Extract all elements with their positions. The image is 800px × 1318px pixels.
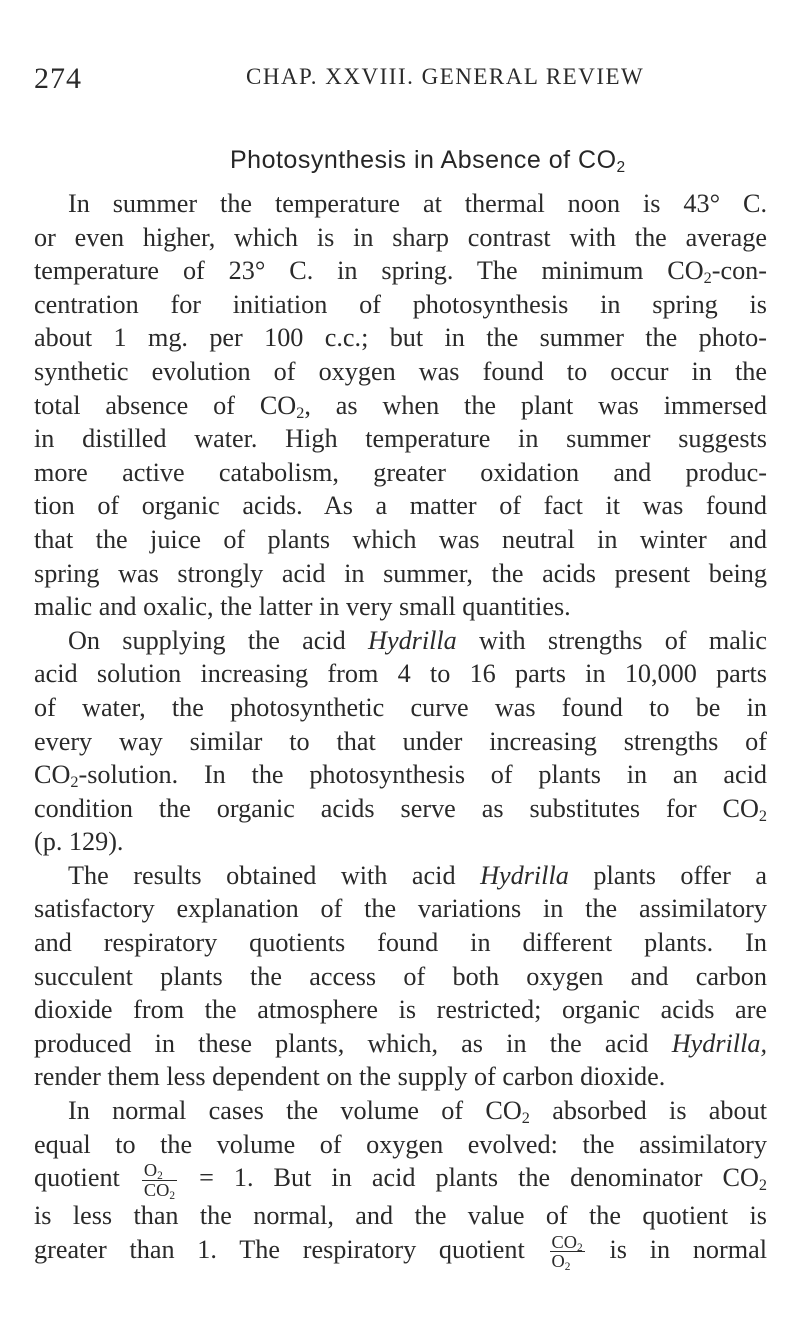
page-number: 274 [34,62,82,95]
text-line: that the juice of plants which was neutral in winter and [34,524,767,554]
text-line: centration for initiation of photosynthesis in spring is [34,289,767,319]
text-line: In normal cases the volume of $CO_2$ absorbed is about [68,1096,767,1128]
text-line: produced in these plants, which, as in the acid Hydrilla, [34,1028,767,1058]
fraction: $\frac{CO_2}{O_2}$ [551,1231,583,1273]
text-line: in distilled water. High temperature in summer suggests [34,424,767,454]
text-line: malic and oxalic, the latter in very small quantities. [34,592,571,622]
text-line: $CO_2$-solution. In the photosynthesis of plants in an acid [34,760,767,792]
text-line: tion of organic acids. As a matter of fact it was found [34,491,767,521]
fraction: $\frac{O_2}{CO_2}$ [143,1160,176,1202]
section-title [230,146,626,175]
running-head: CHAP. XXVIII. GENERAL REVIEW [246,64,645,89]
text-line: total absence of $CO_2$, as when the plant was immersed [34,390,767,422]
subscript: 2 [616,158,626,176]
text-line: condition the organic acids serve as substitutes for $CO_2$ [34,793,767,825]
section-title-text: Photosynthesis in Absence of CO [230,146,617,174]
text-line: of water, the photosynthetic curve was found to be in [34,692,767,722]
text-line: synthetic evolution of oxygen was found to occur in the [34,356,767,386]
text-line: satisfactory explanation of the variations in the assimilatory [34,894,767,924]
text-line: is less than the normal, and the value of the quotient is [34,1201,767,1231]
text-line: succulent plants the access of both oxygen and carbon [34,961,767,991]
text-line: about 1 mg. per 100 c.c.; but in the summer the photo- [34,323,767,353]
text-line: greater than 1. The respiratory quotient $\frac{CO_2}{O_2}$ is in normal [34,1231,768,1273]
text-line: more active catabolism, greater oxidation and produc- [34,457,767,487]
text-line: equal to the volume of oxygen evolved: the assimilatory [34,1129,767,1159]
text-line: In summer the temperature at thermal noon is 43° C. [68,189,767,218]
page-header [34,58,774,98]
text-line: acid solution increasing from 4 to 16 parts in 10,000 parts [34,659,767,689]
text-line: temperature of 23° C. in spring. The minimum $CO_2-con-$ [34,256,767,288]
text-line: every way similar to that under increasing strengths of [34,726,767,756]
text-line: On supplying the acid Hydrilla with strengths of malic [68,625,767,655]
text-line: (p. 129). [34,827,124,857]
text-line: quotient $\frac{O_2}{CO_2}$ = 1. But in acid plants the denominator $CO_2$ [34,1160,768,1202]
body-text [34,187,768,1273]
text-line: or even higher, which is in sharp contrast with the average [34,222,767,252]
text-line: render them less dependent on the supply of carbon dioxide. [34,1062,666,1092]
text-line: dioxide from the atmosphere is restricted; organic acids are [34,995,767,1025]
text-line: and respiratory quotients found in different plants. In [34,928,767,958]
text-line: The results obtained with acid Hydrilla plants offer a [68,860,767,890]
text-line: spring was strongly acid in summer, the acids present being [34,558,767,588]
